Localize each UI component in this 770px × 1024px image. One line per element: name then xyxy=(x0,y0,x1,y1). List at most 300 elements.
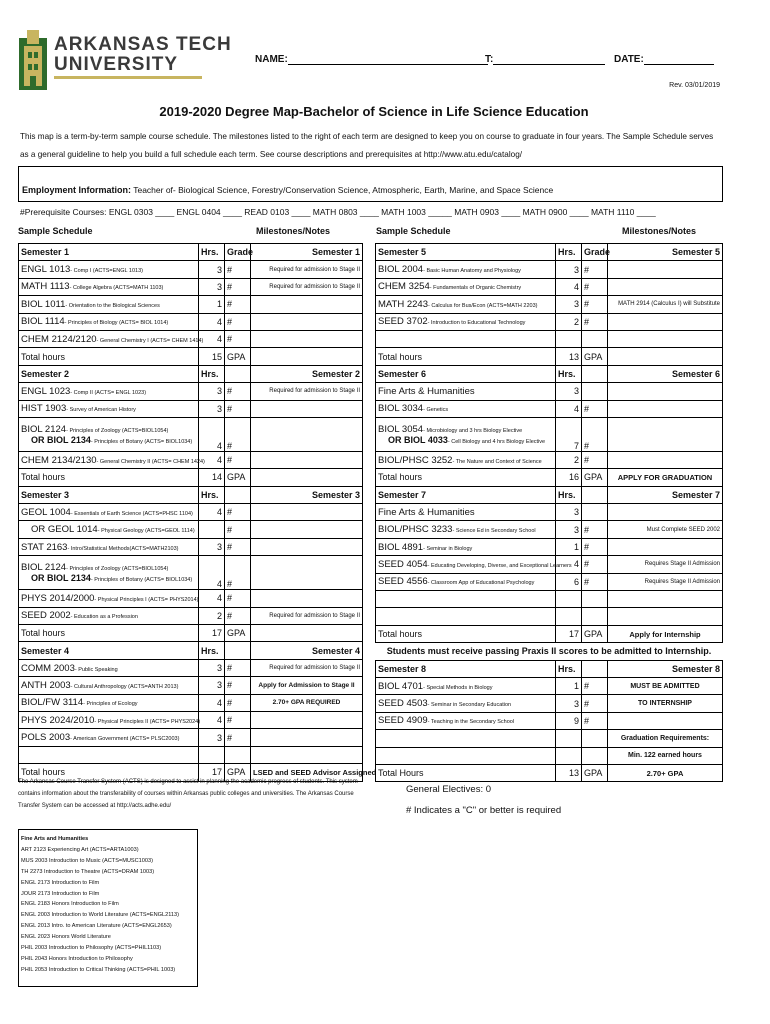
course-row xyxy=(376,538,723,555)
course-desc: - Intro/Statistical Methods(ACTS=MATH2103) xyxy=(67,545,179,552)
grade-cell[interactable]: # xyxy=(225,278,251,295)
grade-cell[interactable]: # xyxy=(582,278,608,295)
course-cell[interactable] xyxy=(19,677,199,694)
milestone-note xyxy=(251,330,363,347)
grade-cell[interactable]: # xyxy=(225,313,251,330)
hours-cell[interactable]: 1 xyxy=(556,677,582,694)
milestone-note xyxy=(608,383,723,400)
grade-cell[interactable]: # xyxy=(225,451,251,468)
course-code: SEED 4909 xyxy=(378,715,428,727)
total-note: APPLY FOR GRADUATION xyxy=(608,469,723,486)
hours-cell[interactable]: 1 xyxy=(199,296,225,313)
course-cell[interactable] xyxy=(19,417,199,451)
course-row xyxy=(19,521,363,538)
course-cell[interactable] xyxy=(19,538,199,555)
grade-cell[interactable] xyxy=(582,747,608,764)
grade-cell[interactable]: # xyxy=(225,556,251,590)
grade-cell[interactable]: # xyxy=(582,451,608,468)
grade-cell[interactable]: # xyxy=(225,383,251,400)
semester-label: Semester 6 xyxy=(376,365,556,382)
fine-arts-item: ENGL 2183 Honors Introduction to Film xyxy=(21,901,119,908)
course-row xyxy=(19,417,363,451)
grade-cell[interactable]: # xyxy=(582,712,608,729)
grade-cell[interactable]: # xyxy=(582,695,608,712)
hours-cell[interactable]: 4 xyxy=(199,313,225,330)
total-hours-value: 16 xyxy=(556,469,582,486)
grade-cell[interactable]: # xyxy=(225,729,251,746)
semester-label: Semester 1 xyxy=(19,244,199,261)
hours-cell[interactable]: 4 xyxy=(199,330,225,347)
milestone-note xyxy=(608,417,723,451)
total-label: Total hours xyxy=(19,469,199,486)
course-cell[interactable] xyxy=(19,261,199,278)
hours-cell[interactable]: 2 xyxy=(556,451,582,468)
or-course-code: OR BIOL 4033 xyxy=(388,434,448,445)
milestone-note xyxy=(251,504,363,521)
grade-cell[interactable]: # xyxy=(582,573,608,590)
grade-cell[interactable] xyxy=(582,730,608,747)
course-code: MATH 2243 xyxy=(378,298,428,310)
hours-cell[interactable]: 7 xyxy=(556,417,582,451)
hours-cell[interactable]: 3 xyxy=(556,296,582,313)
course-row xyxy=(376,573,723,590)
course-desc: - Educating Developing, Diverse, and Exceptional Learners xyxy=(427,562,572,569)
course-desc: - Teaching in the Secondary School xyxy=(427,719,515,726)
milestone-note xyxy=(251,296,363,313)
course-cell[interactable] xyxy=(376,261,556,278)
course-desc: - Physical Principles I (ACTS= PHYS2014) xyxy=(94,596,199,603)
grade-cell[interactable]: # xyxy=(225,659,251,676)
total-hours-row xyxy=(19,469,363,486)
course-cell[interactable] xyxy=(19,590,199,607)
grade-cell[interactable]: # xyxy=(582,261,608,278)
hours-cell[interactable]: 4 xyxy=(556,278,582,295)
course-row xyxy=(376,747,723,764)
total-label: Total Hours xyxy=(376,764,556,781)
course-cell[interactable] xyxy=(376,417,556,451)
praxis-note: Students must receive passing Praxis II scores to be admitted to Internship. xyxy=(386,646,712,657)
course-cell[interactable] xyxy=(19,694,199,711)
grade-cell[interactable]: # xyxy=(225,538,251,555)
total-hours-value: 14 xyxy=(199,469,225,486)
hours-cell[interactable] xyxy=(556,730,582,747)
course-desc: - Physical Principles II (ACTS= PHYS2024) xyxy=(94,718,201,725)
fine-arts-list xyxy=(21,845,195,976)
course-desc: - Classroom App of Educational Psychology xyxy=(427,580,535,587)
page-title: 2019-2020 Degree Map-Bachelor of Science in Life Science Education xyxy=(159,104,589,119)
hours-cell[interactable]: 4 xyxy=(199,556,225,590)
course-cell[interactable] xyxy=(376,730,556,747)
course-row xyxy=(19,538,363,555)
milestone-note xyxy=(608,400,723,417)
course-code: BIOL 1011 xyxy=(21,298,66,310)
milestone-note: Requires Stage II Admission xyxy=(608,573,723,590)
semester-label: Semester 8 xyxy=(376,660,556,677)
gpa-label: GPA xyxy=(582,625,608,642)
semester-label-right: Semester 6 xyxy=(608,365,723,382)
course-cell[interactable] xyxy=(376,677,556,694)
course-row xyxy=(19,504,363,521)
course-desc: - Cultural Anthropology (ACTS=ANTH 2013) xyxy=(70,683,179,690)
milestone-note: Graduation Requirements: xyxy=(608,730,723,747)
course-cell[interactable] xyxy=(376,330,556,347)
course-cell[interactable] xyxy=(19,504,199,521)
course-row xyxy=(376,591,723,608)
grade-cell[interactable] xyxy=(582,591,608,608)
total-note xyxy=(251,625,363,642)
course-cell[interactable] xyxy=(376,695,556,712)
grade-cell[interactable] xyxy=(582,330,608,347)
semester-label: Semester 7 xyxy=(376,486,556,503)
course-desc: - The Nature and Context of Science xyxy=(452,458,542,465)
course-row xyxy=(19,313,363,330)
course-row xyxy=(376,451,723,468)
hours-cell[interactable]: 3 xyxy=(199,400,225,417)
hours-cell[interactable]: 3 xyxy=(556,521,582,538)
course-code: CHEM 3254 xyxy=(378,281,430,293)
course-cell[interactable] xyxy=(19,400,199,417)
fine-arts-title: Fine Arts and Humanities xyxy=(21,836,89,842)
course-desc: - Special Methods in Biology xyxy=(423,684,493,691)
semester-label: Semester 3 xyxy=(19,486,199,503)
course-cell[interactable] xyxy=(19,313,199,330)
course-desc: - Principles of Zoology (ACTS=BIOL1054) xyxy=(66,566,169,573)
hours-cell[interactable]: 4 xyxy=(199,590,225,607)
milestone-note: Required for admission to Stage II xyxy=(251,261,363,278)
course-code: CHEM 2124/2120 xyxy=(21,333,97,345)
course-code: ENGL 1023 xyxy=(21,385,71,397)
course-desc: - Science Ed in Secondary School xyxy=(452,528,536,535)
course-cell[interactable] xyxy=(376,400,556,417)
hours-cell[interactable]: 4 xyxy=(199,417,225,451)
course-code: BIOL 4891 xyxy=(378,541,424,553)
course-cell[interactable] xyxy=(376,712,556,729)
total-note xyxy=(251,469,363,486)
course-cell[interactable] xyxy=(376,504,556,521)
course-cell[interactable] xyxy=(19,746,199,763)
hours-cell[interactable]: 3 xyxy=(199,729,225,746)
grade-cell[interactable]: # xyxy=(225,261,251,278)
hrs-header: Hrs. xyxy=(199,486,225,503)
course-cell[interactable] xyxy=(376,591,556,608)
hours-cell[interactable]: 6 xyxy=(556,573,582,590)
course-cell[interactable] xyxy=(376,521,556,538)
course-desc: - General Chemistry II (ACTS= CHEM 1424) xyxy=(96,458,205,465)
grade-cell[interactable]: # xyxy=(582,677,608,694)
logo-text-line1: ARKANSAS TECH xyxy=(54,34,232,55)
prerequisite-courses: #Prerequisite Courses: ENGL 0303 ____ ENGL 0404 ____ READ 0103 ____ MATH 0803 ____ MATH 1003 _____ MATH 0903 ____ MATH 0900 ____ MATH 1110 ____ xyxy=(20,207,656,217)
course-cell[interactable] xyxy=(19,659,199,676)
milestone-note xyxy=(251,521,363,538)
course-cell[interactable] xyxy=(376,451,556,468)
course-code: MATH 1113 xyxy=(21,281,70,293)
course-code: SEED 2002 xyxy=(21,610,71,622)
hours-cell[interactable]: 3 xyxy=(556,261,582,278)
fine-arts-item: ENGL 2023 Honors World Literature xyxy=(21,934,111,941)
total-hours-value: 17 xyxy=(199,625,225,642)
grade-cell[interactable]: # xyxy=(582,521,608,538)
course-desc: - Microbiology and 3 hrs Biology Elective xyxy=(423,427,523,434)
course-code: COMM 2003 xyxy=(21,662,75,674)
hours-cell[interactable]: 3 xyxy=(199,261,225,278)
course-cell[interactable] xyxy=(376,296,556,313)
hours-cell[interactable]: 3 xyxy=(199,659,225,676)
total-hours-value: 17 xyxy=(556,625,582,642)
hrs-header: Hrs. xyxy=(199,365,225,382)
hours-cell[interactable]: 2 xyxy=(199,607,225,624)
course-cell[interactable] xyxy=(19,729,199,746)
name-field[interactable] xyxy=(255,54,488,65)
employment-box xyxy=(18,166,723,202)
total-hours-row xyxy=(376,469,723,486)
course-code: BIOL 4701 xyxy=(378,680,424,692)
semester-header-row xyxy=(376,244,723,261)
course-row xyxy=(376,608,723,625)
fine-arts-item: ENGL 2003 Introduction to World Literature (ACTS=ENGL2113) xyxy=(21,912,179,919)
course-desc: - Comp II (ACTS= ENGL 1023) xyxy=(70,389,147,396)
milestone-note xyxy=(608,278,723,295)
course-row xyxy=(376,417,723,451)
hours-cell[interactable]: 9 xyxy=(556,712,582,729)
hours-cell[interactable]: 2 xyxy=(556,313,582,330)
right-sample-header: Sample Schedule xyxy=(376,226,451,236)
grade-header: Grade xyxy=(225,244,251,261)
grade-cell[interactable]: # xyxy=(582,417,608,451)
grade-cell[interactable]: # xyxy=(582,538,608,555)
grade-cell[interactable]: # xyxy=(582,313,608,330)
hours-cell[interactable]: 3 xyxy=(199,278,225,295)
gpa-label: GPA xyxy=(582,469,608,486)
right-schedule-table xyxy=(375,243,723,782)
course-code: POLS 2003 xyxy=(21,732,71,744)
hours-cell[interactable]: 3 xyxy=(556,695,582,712)
course-cell[interactable] xyxy=(376,556,572,573)
course-cell[interactable] xyxy=(376,608,556,625)
t-field[interactable] xyxy=(485,54,605,65)
total-note: Apply for Internship xyxy=(608,625,723,642)
semester-header-row xyxy=(376,365,723,382)
total-hours-row xyxy=(19,625,363,642)
grade-header xyxy=(582,660,608,677)
course-cell[interactable] xyxy=(19,330,204,347)
or-course-desc: - Cell Biology and 4 hrs Biology Elective xyxy=(447,438,546,445)
hours-cell[interactable]: 3 xyxy=(556,383,582,400)
hours-cell[interactable]: 4 xyxy=(199,504,225,521)
grade-cell[interactable]: # xyxy=(225,677,251,694)
grade-cell[interactable]: # xyxy=(225,607,251,624)
hrs-header: Hrs. xyxy=(556,486,582,503)
course-code: HIST 1903 xyxy=(21,403,67,415)
hrs-header: Hrs. xyxy=(556,244,582,261)
hours-cell[interactable]: 1 xyxy=(556,538,582,555)
course-row xyxy=(19,296,363,313)
hours-cell[interactable]: 3 xyxy=(199,677,225,694)
milestone-note: Required for admission to Stage II xyxy=(251,383,363,400)
logo-text-line2: UNIVERSITY xyxy=(54,54,179,75)
course-desc: - Public Speaking xyxy=(74,666,118,673)
grade-cell[interactable] xyxy=(582,608,608,625)
course-code: SEED 4556 xyxy=(378,576,428,588)
total-label: Total hours xyxy=(19,764,199,781)
total-hours-value: 13 xyxy=(556,764,582,781)
course-code: PHYS 2014/2000 xyxy=(21,592,95,604)
course-row xyxy=(376,730,723,747)
course-cell[interactable] xyxy=(19,451,205,468)
revision-date: Rev. 03/01/2019 xyxy=(669,82,720,89)
milestone-note xyxy=(251,313,363,330)
grade-cell[interactable] xyxy=(582,504,608,521)
hours-cell[interactable] xyxy=(556,330,582,347)
milestone-note xyxy=(251,711,363,728)
course-code: BIOL 3034 xyxy=(378,403,424,415)
course-cell[interactable] xyxy=(376,538,556,555)
grade-header xyxy=(225,642,251,659)
milestone-note: MATH 2914 (Calculus I) will Substitute xyxy=(608,296,723,313)
hrs-header: Hrs. xyxy=(556,660,582,677)
course-row xyxy=(19,729,363,746)
grade-cell[interactable]: # xyxy=(225,417,251,451)
general-electives-block xyxy=(406,779,561,821)
milestone-note: Requires Stage II Admission xyxy=(608,556,723,573)
date-field[interactable] xyxy=(614,54,714,65)
hours-cell[interactable] xyxy=(556,747,582,764)
course-cell[interactable] xyxy=(376,747,556,764)
left-milestones-header: Milestones/Notes xyxy=(256,226,331,236)
total-note xyxy=(608,348,723,365)
course-cell[interactable] xyxy=(19,607,199,624)
semester-label-right: Semester 4 xyxy=(251,642,363,659)
intro-text: This map is a term-by-term sample course schedule. The milestones listed to the right of each term are designed to keep you on course to graduate in four years. The Sample Schedule serves as a general guideline to help you build a full schedule each term. See course descriptions and prerequisites at http://www.atu.edu/catalog/ xyxy=(20,132,714,159)
hours-cell[interactable]: 4 xyxy=(556,400,582,417)
course-cell[interactable] xyxy=(376,278,556,295)
grade-header xyxy=(225,486,251,503)
course-cell[interactable] xyxy=(19,521,199,538)
hours-cell[interactable]: 3 xyxy=(199,538,225,555)
course-code: GEOL 1004 xyxy=(21,506,71,518)
milestone-note xyxy=(251,400,363,417)
fine-arts-item: ENGL 2173 Introduction to Film xyxy=(21,879,100,886)
hours-cell[interactable]: 4 xyxy=(556,556,582,573)
semester-label-right: Semester 1 xyxy=(251,244,363,261)
milestone-note: Must Complete SEED 2002 xyxy=(608,521,723,538)
total-label: Total hours xyxy=(376,469,556,486)
course-row xyxy=(19,451,363,468)
course-code: ANTH 2003 xyxy=(21,679,71,691)
milestone-note xyxy=(251,556,363,590)
milestone-note xyxy=(608,504,723,521)
course-cell[interactable] xyxy=(19,711,199,728)
course-desc: - Seminar in Biology xyxy=(423,545,473,552)
course-cell[interactable] xyxy=(19,278,199,295)
or-course-desc: - Principles of Botany (ACTS= BIOL1034) xyxy=(90,577,193,584)
logo-underline xyxy=(54,76,202,79)
hours-cell[interactable] xyxy=(199,521,225,538)
gpa-label: GPA xyxy=(582,348,608,365)
atu-logo xyxy=(18,28,232,90)
course-code: BIOL 3054 xyxy=(378,423,424,435)
course-desc: - Physical Geology (ACTS=GEOL 1114) xyxy=(97,528,195,535)
total-hours-row xyxy=(376,348,723,365)
course-cell[interactable] xyxy=(376,313,556,330)
course-row xyxy=(19,746,363,763)
hours-cell[interactable]: 4 xyxy=(199,711,225,728)
course-row xyxy=(19,383,363,400)
milestone-note xyxy=(608,261,723,278)
grade-cell[interactable]: # xyxy=(225,400,251,417)
gpa-label: GPA xyxy=(225,764,251,781)
grade-cell[interactable]: # xyxy=(225,521,251,538)
course-desc: - Orientation to the Biological Sciences xyxy=(65,302,160,309)
course-code: SEED 4503 xyxy=(378,698,428,710)
course-cell[interactable] xyxy=(19,296,199,313)
course-row xyxy=(19,261,363,278)
milestone-note: Required for admission to Stage II xyxy=(251,278,363,295)
hours-cell[interactable]: 4 xyxy=(199,694,225,711)
milestone-note: 2.70+ GPA REQUIRED xyxy=(251,694,363,711)
fine-arts-item: JOUR 2173 Introduction to Film xyxy=(21,890,100,897)
course-row xyxy=(376,521,723,538)
course-row xyxy=(19,607,363,624)
grade-cell[interactable]: # xyxy=(582,296,608,313)
grade-cell[interactable]: # xyxy=(582,400,608,417)
course-desc: - Introduction to Educational Technology xyxy=(427,320,526,327)
milestone-note: Required for admission to Stage II xyxy=(251,607,363,624)
course-desc: - Education as a Profession xyxy=(70,614,138,621)
course-code: BIOL 2124 xyxy=(21,423,67,435)
grade-cell[interactable]: # xyxy=(225,504,251,521)
course-desc: - American Government (ACTS= PLSC2003) xyxy=(70,736,180,743)
milestone-note xyxy=(608,330,723,347)
course-row xyxy=(19,330,363,347)
hours-cell[interactable]: 3 xyxy=(556,504,582,521)
hours-cell[interactable] xyxy=(556,591,582,608)
grade-cell[interactable]: # xyxy=(225,296,251,313)
semester-header-row xyxy=(19,486,363,503)
course-desc: - Fundamentals of Organic Chemistry xyxy=(429,285,522,292)
praxis-row xyxy=(376,643,723,660)
left-sample-header: Sample Schedule xyxy=(18,226,93,236)
grade-cell[interactable]: # xyxy=(225,694,251,711)
grade-cell[interactable] xyxy=(582,383,608,400)
course-code: PHYS 2024/2010 xyxy=(21,714,95,726)
hours-cell[interactable] xyxy=(556,608,582,625)
course-cell[interactable] xyxy=(19,383,199,400)
total-label: Total hours xyxy=(376,625,556,642)
total-note xyxy=(251,348,363,365)
acts-note: The Arkansas Course Transfer System (ACTS) is designed to assist in planning the academic progress of students. This system contains information about the transferability of courses within Arkansas public colleges and universities. The Arkansas Course Transfer System can be accessed at http://acts.adhe.edu/ xyxy=(18,779,358,809)
course-desc: - Principles of Ecology xyxy=(83,701,138,708)
course-cell[interactable] xyxy=(19,556,199,590)
course-row xyxy=(19,659,363,676)
fine-arts-box xyxy=(18,829,198,987)
course-row xyxy=(376,504,723,521)
course-cell[interactable] xyxy=(376,383,556,400)
grade-cell[interactable] xyxy=(225,746,251,763)
milestone-note xyxy=(251,417,363,451)
hours-cell[interactable]: 3 xyxy=(199,383,225,400)
hours-cell[interactable] xyxy=(199,746,225,763)
grade-header xyxy=(225,365,251,382)
course-cell[interactable] xyxy=(376,573,556,590)
hours-cell[interactable]: 4 xyxy=(199,451,225,468)
grade-cell[interactable]: # xyxy=(225,590,251,607)
fine-arts-item: ENGL 2013 Intro. to American Literature (ACTS=ENGL2653) xyxy=(21,923,172,930)
fine-arts-item: PHIL 2053 Introduction to Critical Thinking (ACTS=PHIL 1003) xyxy=(21,966,176,973)
grade-cell[interactable]: # xyxy=(225,330,251,347)
grade-header: Grade xyxy=(582,244,608,261)
grade-cell[interactable]: # xyxy=(582,556,608,573)
grade-cell[interactable]: # xyxy=(225,711,251,728)
